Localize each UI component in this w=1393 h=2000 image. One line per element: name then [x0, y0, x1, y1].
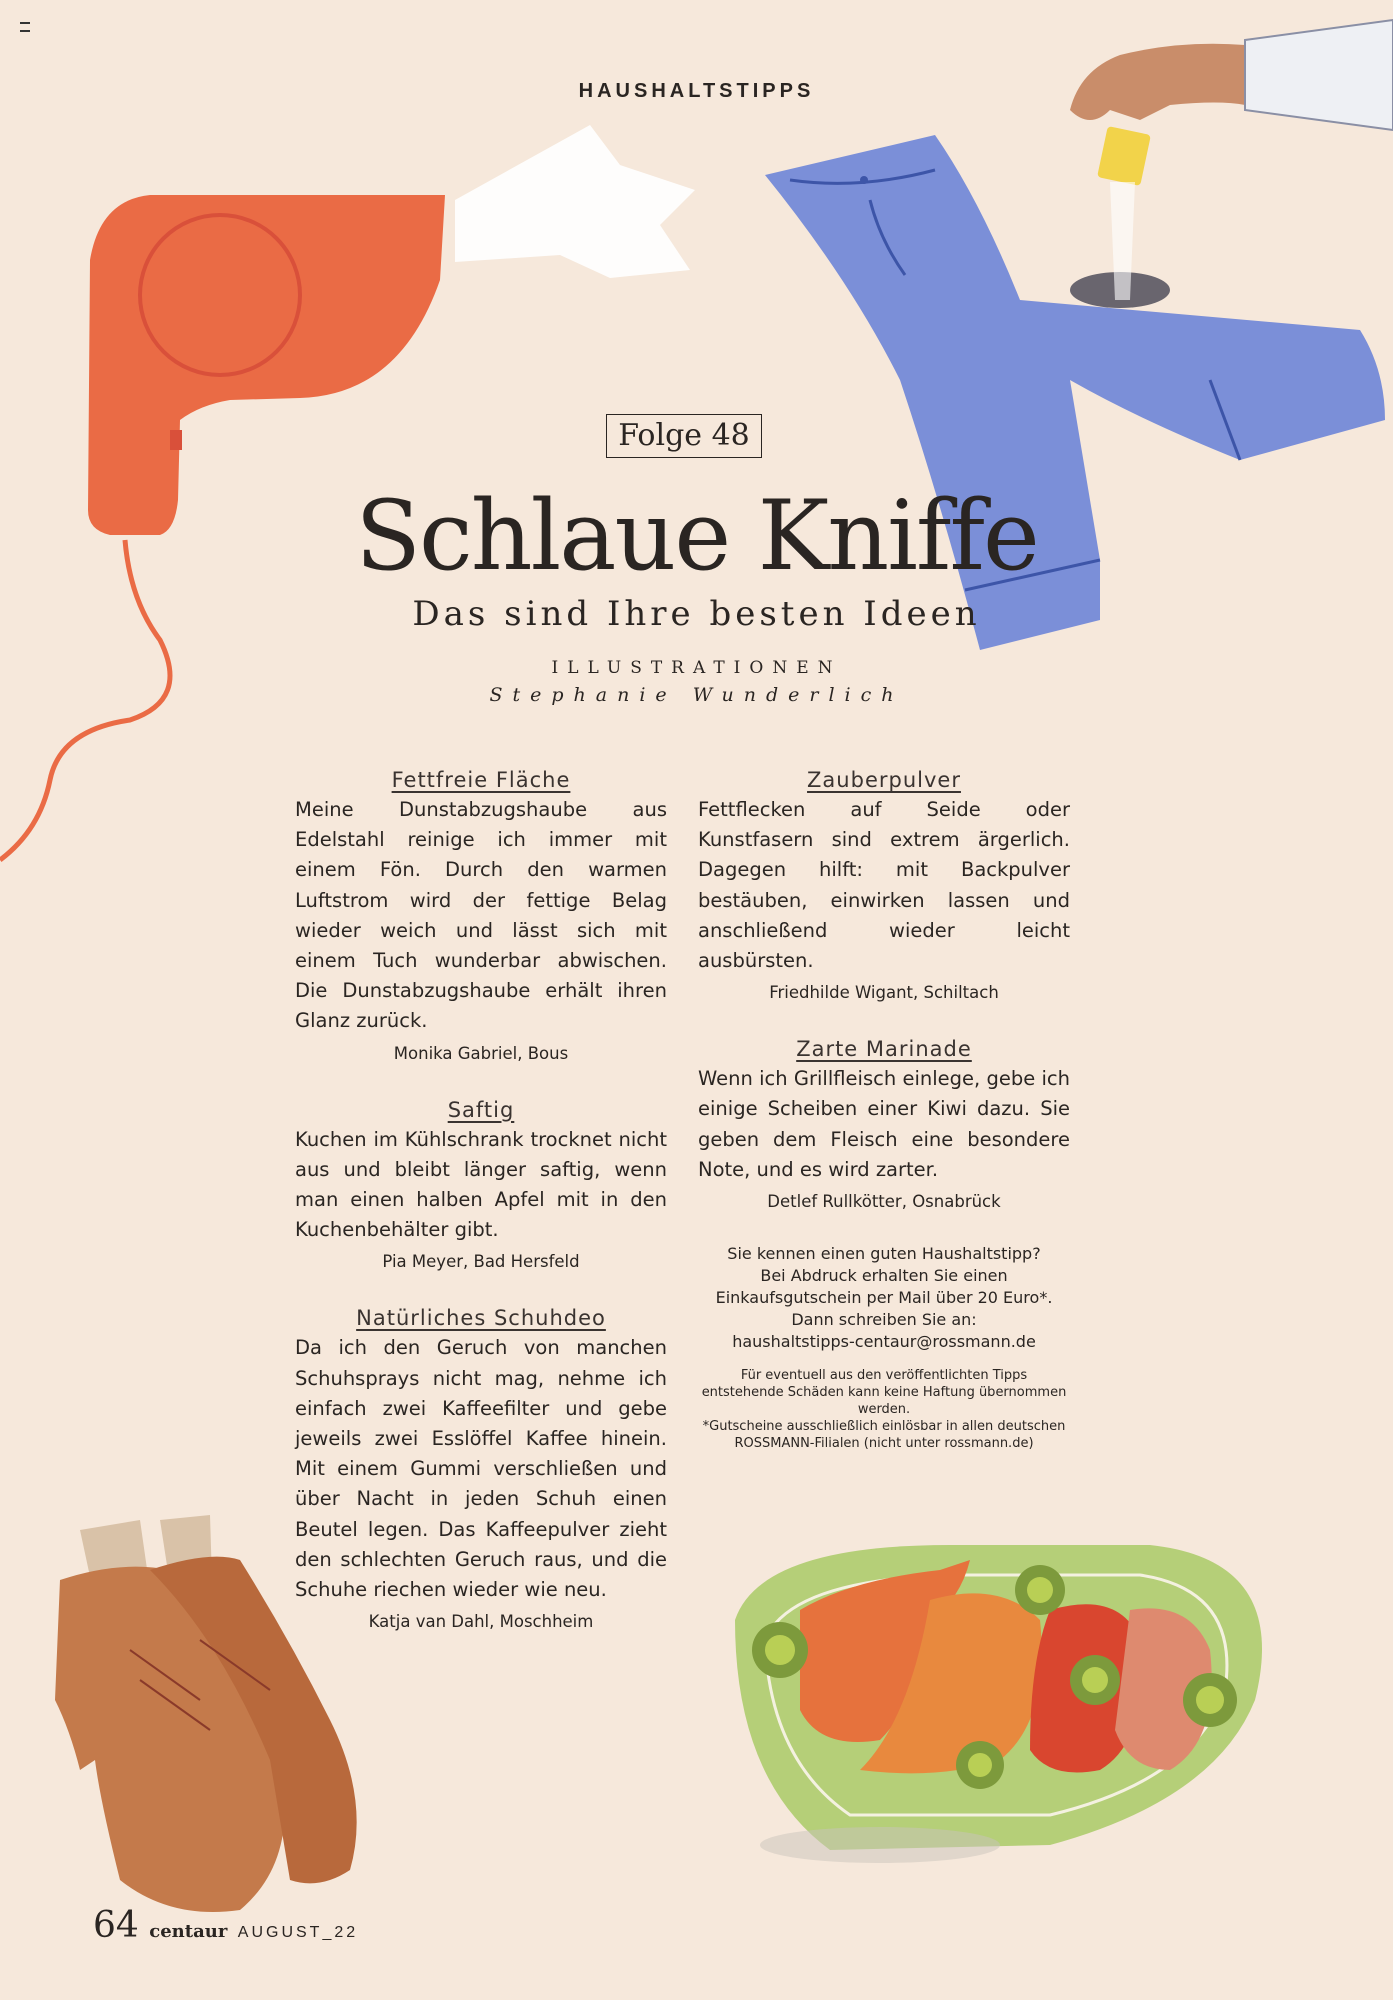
tip-heading: Natürliches Schuhdeo: [356, 1306, 606, 1331]
column-left: [295, 765, 667, 1663]
tip-author: Pia Meyer, Bad Hersfeld: [382, 1252, 580, 1272]
page-subtitle: Das sind Ihre besten Ideen: [412, 594, 981, 634]
tip-author: Monika Gabriel, Bous: [393, 1043, 569, 1063]
tip-item: [698, 765, 1070, 1008]
tip-heading: Saftig: [447, 1097, 515, 1122]
tip-text: Da ich den Geruch von manchen Schuhsprays nicht mag, nehme ich einfach zwei Kaffeefilter und gebe jeweils zwei Esslöffel Kaffee hinein. Mit einem Gummi verschließen und über Nacht in jeden Schuh einen Beutel legen. Das Kaffeepulver zieht den schlechten Geruch raus, und die Schuhe riechen wieder wie neu.: [295, 1336, 667, 1602]
disclaimer-line: *Gutscheine ausschließlich einlösbar in allen deutschen ROSSMANN-Filialen (nicht unter rossmann.de): [702, 1419, 1066, 1452]
disclaimer: [698, 1367, 1070, 1452]
tip-item: [295, 765, 667, 1069]
page-title: Schlaue Kniffe: [355, 480, 1038, 592]
tip-author: Detlef Rullkötter, Osnabrück: [767, 1192, 1001, 1212]
illustrator-name: Stephanie Wunderlich: [489, 684, 904, 706]
tip-heading: Zauberpulver: [807, 768, 961, 792]
plate-illustration: [735, 1545, 1262, 1863]
issue-date: AUGUST_22: [237, 1924, 359, 1941]
info-line: Einkaufsgutschein per Mail über 20 Euro*.: [715, 1288, 1053, 1308]
info-line: Sie kennen einen guten Haushaltstipp?: [727, 1244, 1041, 1264]
issue-number-box: Folge 48: [606, 414, 762, 458]
tip-author: Friedhilde Wigant, Schiltach: [769, 983, 999, 1003]
magazine-brand: centaur: [149, 1921, 228, 1942]
disclaimer-line: Für eventuell aus den veröffentlichten Tipps entstehende Schäden kann keine Haftung übernommen werden.: [701, 1368, 1067, 1418]
email-address: haushaltstipps-centaur@rossmann.de: [732, 1332, 1036, 1352]
tip-item: [295, 1095, 667, 1278]
column-right: [698, 765, 1070, 1452]
page-footer: [93, 1905, 358, 1946]
tip-text: Fettflecken auf Seide oder Kunstfasern sind extrem ärgerlich. Dagegen hilft: mit Backpulver bestäuben, einwirken lassen und anschließend wieder leicht ausbürsten.: [698, 798, 1070, 973]
tip-author: Katja van Dahl, Moschheim: [368, 1612, 594, 1632]
tip-text: Wenn ich Grillfleisch einlege, gebe ich einige Scheiben einer Kiwi dazu. Sie geben dem Fleisch eine besondere Note, und es wird zarter.: [698, 1067, 1070, 1181]
illustrations-label: ILLUSTRATIONEN: [551, 658, 842, 678]
submission-info: [698, 1243, 1070, 1353]
tip-heading: Zarte Marinade: [796, 1037, 972, 1062]
tip-heading: Fettfreie Fläche: [391, 768, 571, 792]
tip-text: Kuchen im Kühlschrank trocknet nicht aus und bleibt länger saftig, wenn man einen halben Apfel mit in den Kuchenbehälter gibt.: [295, 1127, 667, 1242]
section-kicker: HAUSHALTSTIPPS: [578, 80, 815, 102]
info-line: Bei Abdruck erhalten Sie einen: [760, 1266, 1008, 1286]
tip-item: [295, 1303, 667, 1637]
info-line: Dann schreiben Sie an:: [791, 1310, 977, 1330]
page-number: 64: [93, 1905, 139, 1946]
tip-text: Meine Dunstabzugshaube aus Edelstahl reinige ich immer mit einem Fön. Durch den warmen Luftstrom wird der fettige Belag wieder weich und lässt sich mit einem Tuch wunderbar abwischen. Die Dunstabzugshaube erhält ihren Glanz zurück.: [295, 798, 667, 1033]
tip-item: [698, 1034, 1070, 1217]
